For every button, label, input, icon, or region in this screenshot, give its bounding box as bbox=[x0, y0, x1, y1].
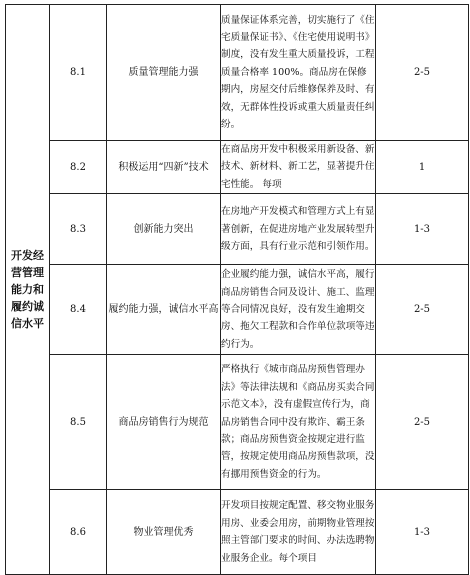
item-score: 2-5 bbox=[376, 5, 469, 141]
item-description: 企业履约能力强，诚信水平高，履行商品房销售合同及设计、施工、监理等合同情况良好，没有发生逾期交房、拖欠工程款和合作单位款项等违约行为。 bbox=[221, 265, 376, 355]
item-name: 商品房销售行为规范 bbox=[107, 355, 221, 490]
item-description: 开发项目按规定配置、移交物业服务用房、业委会用房，前期物业管理按照主管部门要求的时间、办法选聘物业服务企业。每个项目 bbox=[221, 490, 376, 575]
criteria-table bbox=[5, 4, 469, 575]
item-score: 1-3 bbox=[376, 194, 469, 265]
table-row bbox=[6, 141, 469, 194]
table-row bbox=[6, 490, 469, 575]
item-number: 8.1 bbox=[50, 5, 107, 141]
item-score: 2-5 bbox=[376, 265, 469, 355]
item-number: 8.5 bbox=[50, 355, 107, 490]
item-description: 严格执行《城市商品房预售管理办法》等法律法规和《商品房买卖合同示范文本》，没有虚假宣传行为，商品房销售合同中没有欺诈、霸王条款；商品房预售资金按规定进行监管，按规定使用商品房预售款项，没有挪用预售资金的行为。 bbox=[221, 355, 376, 490]
item-description: 在房地产开发模式和管理方式上有显著创新，在促进房地产业发展转型升级方面，具有行业示范和引领作用。 bbox=[221, 194, 376, 265]
item-name: 物业管理优秀 bbox=[107, 490, 221, 575]
table-row bbox=[6, 265, 469, 355]
item-number: 8.4 bbox=[50, 265, 107, 355]
table-row bbox=[6, 5, 469, 141]
item-score: 1 bbox=[376, 141, 469, 194]
item-score: 1-3 bbox=[376, 490, 469, 575]
item-number: 8.3 bbox=[50, 194, 107, 265]
item-description: 质量保证体系完善，切实施行了《住宅质量保证书》、《住宅使用说明书》制度，没有发生重大质量投诉，工程质量合格率 100%。商品房在保修期内，房屋交付后维修保养及时、有效，无群体性投诉或重大质量责任纠纷。 bbox=[221, 5, 376, 141]
item-score: 2-5 bbox=[376, 355, 469, 490]
item-number: 8.6 bbox=[50, 490, 107, 575]
item-name: 创新能力突出 bbox=[107, 194, 221, 265]
item-name: 履约能力强，诚信水平高 bbox=[107, 265, 221, 355]
item-description: 在商品房开发中积极采用新设备、新技术、新材料、新工艺，显著提升住宅性能。 每项 bbox=[221, 141, 376, 194]
item-name: 质量管理能力强 bbox=[107, 5, 221, 141]
table-row bbox=[6, 194, 469, 265]
item-name: 积极运用“四新”技术 bbox=[107, 141, 221, 194]
item-number: 8.2 bbox=[50, 141, 107, 194]
category-cell: 开发经营管理能力和履约诚信水平 bbox=[6, 5, 50, 575]
table-row bbox=[6, 355, 469, 490]
